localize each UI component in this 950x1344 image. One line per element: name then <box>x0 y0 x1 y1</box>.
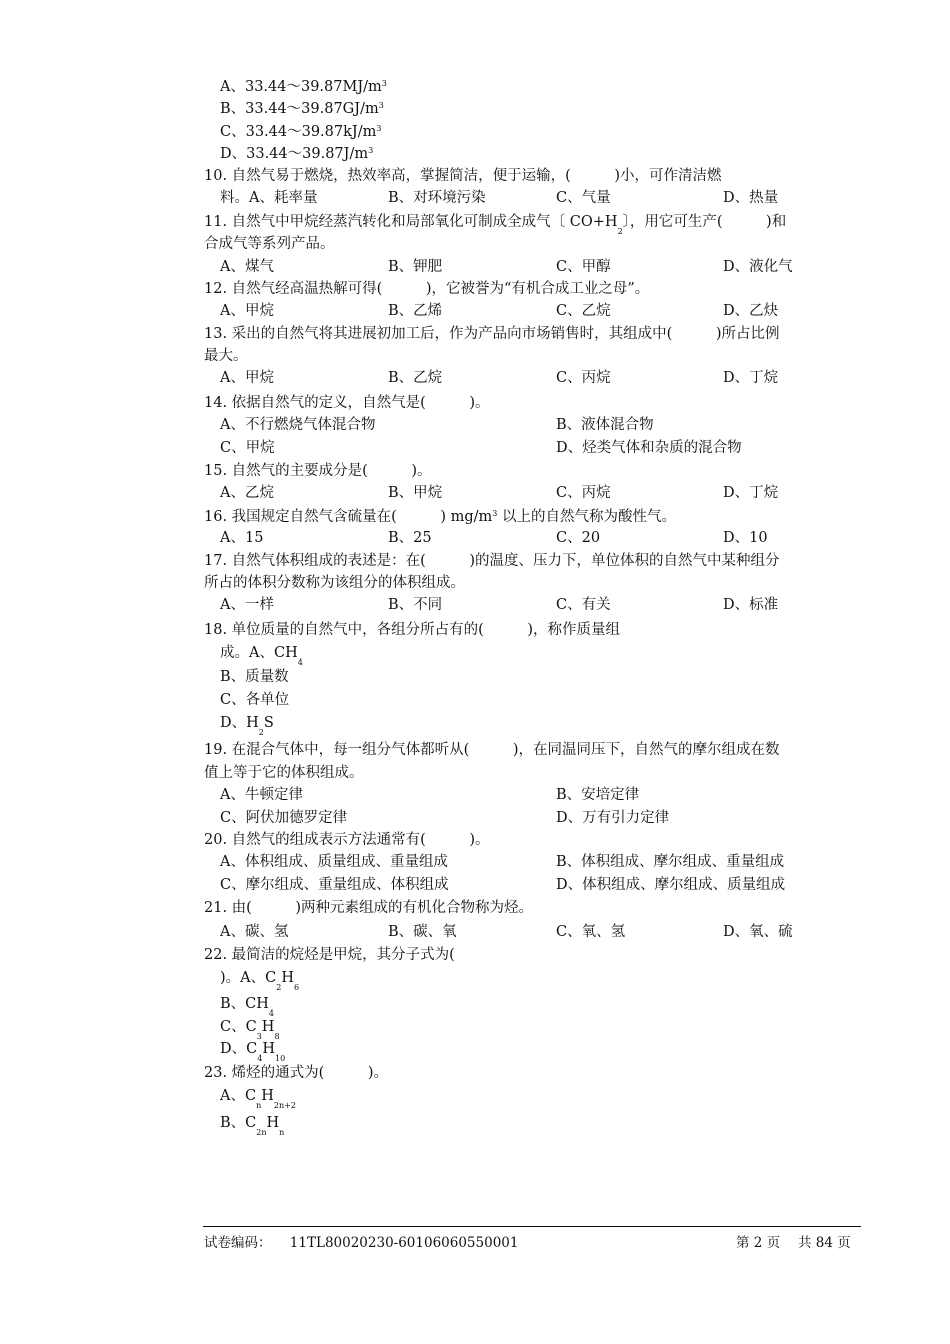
text-line: D、乙炔 <box>723 303 779 319</box>
text-line: A、$33.44\sim 39.87MJ/m^3$ <box>220 79 387 95</box>
page-mid: 页 共 <box>766 1235 812 1251</box>
question-stem: 22. 最简洁的烷烃是甲烷，其分子式为( <box>204 947 455 963</box>
exam-code-value: 11TL80020230-60106060550001 <box>289 1235 519 1251</box>
text-line: D、氧、硫 <box>723 924 793 940</box>
text-line: D、$33.44\sim 39.87J/m^3$ <box>220 146 374 162</box>
text-line: C、阿伏加德罗定律 <box>220 810 348 826</box>
page-total: 84 <box>815 1235 833 1251</box>
question-stem: 17. 自然气体积组成的表述是：在( )的温度、压力下，单位体积的自然气中某种组分 <box>204 553 780 569</box>
text-line: A、煤气 <box>220 259 274 275</box>
text-line: D、$C_4H_{10}$ <box>220 1041 286 1063</box>
text-line: D、液化气 <box>723 259 793 275</box>
text-line: D、体积组成、摩尔组成、质量组成 <box>556 877 786 893</box>
text-line: D、万有引力定律 <box>556 810 670 826</box>
text-line: B、碳、氧 <box>388 924 457 940</box>
text-line: A、碳、氢 <box>220 924 289 940</box>
page-current: 2 <box>753 1235 763 1251</box>
question-stem: 21. 由( )两种元素组成的有机化合物称为烃。 <box>204 900 533 916</box>
text-line: B、质量数 <box>220 669 289 685</box>
text-line: C、摩尔组成、重量组成、体积组成 <box>220 877 449 893</box>
text-line: B、$33.44\sim 39.87GJ/m^3$ <box>220 101 384 117</box>
text-line: B、不同 <box>388 597 443 613</box>
text-line: A、一样 <box>220 597 274 613</box>
text-line: D、丁烷 <box>723 370 779 386</box>
exam-code <box>204 1233 518 1253</box>
text-line: C、$C_3H_8$ <box>220 1019 280 1041</box>
question-stem: 15. 自然气的主要成分是( )。 <box>204 463 432 479</box>
text-line: 值上等于它的体积组成。 <box>204 765 364 781</box>
text-line: C、丙烷 <box>556 370 611 386</box>
text-line: C、各单位 <box>220 692 290 708</box>
text-line: B、乙烷 <box>388 370 443 386</box>
text-line: D、丁烷 <box>723 485 779 501</box>
text-line: )。A、$C_2H_6$ <box>220 970 300 992</box>
text-line: D、$H_2S$ <box>220 715 274 737</box>
text-line: C、乙烷 <box>556 303 611 319</box>
text-line: B、$CH_4$ <box>220 996 274 1018</box>
text-line: A、体积组成、质量组成、重量组成 <box>220 854 448 870</box>
text-line: C、有关 <box>556 597 611 613</box>
text-line: 合成气等系列产品。 <box>204 236 335 252</box>
question-stem: 20. 自然气的组成表示方法通常有( )。 <box>204 832 490 848</box>
text-line: A、甲烷 <box>220 303 274 319</box>
text-line: B、钾肥 <box>388 259 443 275</box>
text-line: B、$C_{2n}H_n$ <box>220 1115 285 1137</box>
text-line: A、牛顿定律 <box>220 787 303 803</box>
text-line: C、甲醇 <box>556 259 611 275</box>
text-line: B、乙烯 <box>388 303 443 319</box>
text-line: C、甲烷 <box>220 440 275 456</box>
text-line: B、体积组成、摩尔组成、重量组成 <box>556 854 785 870</box>
text-line: B、安培定律 <box>556 787 640 803</box>
page-suffix: 页 <box>837 1235 851 1251</box>
text-line: C、气量 <box>556 190 611 206</box>
text-line: D、热量 <box>723 190 779 206</box>
question-stem: 23. 烯烃的通式为( )。 <box>204 1065 388 1081</box>
text-line: A、不行燃烧气体混合物 <box>220 417 376 433</box>
question-stem: 19. 在混合气体中，每一组分气体都听从( )，在同温同压下，自然气的摩尔组成在数 <box>204 742 780 758</box>
text-line: B、对环境污染 <box>388 190 486 206</box>
text-line: B、25 <box>388 530 432 546</box>
text-line: C、20 <box>556 530 601 546</box>
question-stem: 10. 自然气易于燃烧，热效率高，掌握简洁，便于运输，( )小，可作清洁燃 <box>204 168 722 184</box>
text-line: C、氧、氢 <box>556 924 626 940</box>
text-line: 最大。 <box>204 348 248 364</box>
text-line: A、甲烷 <box>220 370 274 386</box>
text-line: A、15 <box>220 530 264 546</box>
text-line: A、$C_nH_{2n+2}$ <box>220 1088 296 1110</box>
text-line: 料。A、耗率量 <box>220 190 318 206</box>
page-prefix: 第 <box>736 1235 750 1251</box>
question-stem: 13. 采出的自然气将其进展初加工后，作为产品向市场销售时，其组成中( )所占比例 <box>204 326 780 342</box>
text-line: 成。A、$CH_4$ <box>220 645 303 667</box>
question-stem: 18. 单位质量的自然气中，各组分所占有的( )，称作质量组 <box>204 622 620 638</box>
exam-code-label: 试卷编码： <box>204 1235 272 1251</box>
question-stem: 14. 依据自然气的定义，自然气是( )。 <box>204 395 490 411</box>
question-stem: 11. 自然气中甲烷经蒸汽转化和局部氧化可制成全成气〔 $CO+H_2$〕，用它可生产( )和 <box>204 214 787 236</box>
text-line: C、丙烷 <box>556 485 611 501</box>
footer-divider <box>203 1226 861 1227</box>
text-line: C、$33.44\sim 39.87kJ/m^3$ <box>220 124 382 140</box>
text-line: B、甲烷 <box>388 485 443 501</box>
text-line: B、液体混合物 <box>556 417 654 433</box>
question-stem: 16. 我国规定自然气含硫量在( ) $mg/m^3$ 以上的自然气称为酸性气。 <box>204 509 676 525</box>
text-line: D、标准 <box>723 597 779 613</box>
text-line: D、10 <box>723 530 768 546</box>
page-number <box>736 1233 851 1253</box>
text-line: 所占的体积分数称为该组分的体积组成。 <box>204 575 465 591</box>
text-line: D、烃类气体和杂质的混合物 <box>556 440 742 456</box>
text-line: A、乙烷 <box>220 485 274 501</box>
question-stem: 12. 自然气经高温热解可得( )，它被誉为“有机合成工业之母”。 <box>204 281 650 297</box>
